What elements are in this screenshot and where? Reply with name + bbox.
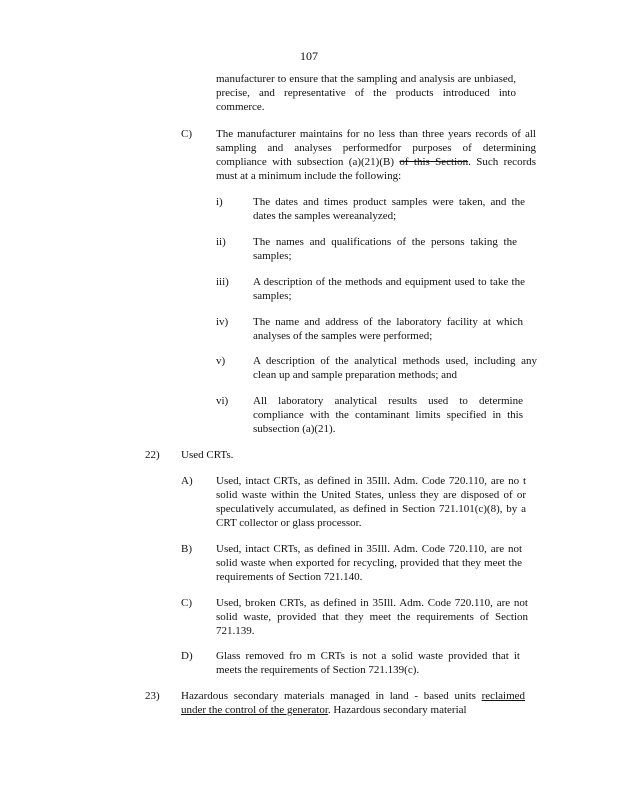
item-22-a-label: A) <box>181 475 193 487</box>
intro-paragraph: manufacturer to ensure that the sampling and analysis are unbiased, precise, and representative of the products introduced into commerce. <box>216 73 516 113</box>
item-23-label: 23) <box>145 690 160 702</box>
item-22-label: 22) <box>145 449 160 461</box>
sub-item-text: The name and address of the laboratory facility at which analyses of the samples were performed; <box>253 316 523 342</box>
sub-item-text: The names and qualifications of the persons taking the samples; <box>253 236 517 262</box>
page-number: 107 <box>300 49 318 63</box>
item-c-text-after: . Such records must at a minimum include the following: <box>216 156 537 182</box>
item-22-b-text: Used, intact CRTs, as defined in 35Ill. Adm. Code 720.110, are not solid waste when exported for recycling, provided that they meet the requirements of Section 721.140. <box>216 543 522 583</box>
item-23-text-after: . Hazardous secondary material <box>327 704 467 716</box>
sub-item-text: The dates and times product samples were taken, and the dates the samples wereanalyzed; <box>253 196 525 222</box>
sub-item-label: vi) <box>216 395 229 407</box>
sub-item-label: v) <box>216 355 226 367</box>
item-22-d-label: D) <box>181 650 193 662</box>
sub-item-text: All laboratory analytical results used to determine compliance with the contaminant limits specified in this subsection (a)(21). <box>253 395 523 435</box>
item-22-c-text: Used, broken CRTs, as defined in 35Ill. Adm. Code 720.110, are not solid waste, provided that they meet the requirements of Section 721.139. <box>216 597 528 637</box>
item-c-struck-text: of this Section <box>399 156 469 168</box>
item-22-c-label: C) <box>181 597 192 609</box>
item-23-paragraph <box>181 689 525 717</box>
item-22-d-text: Glass removed fro m CRTs is not a solid waste provided that it meets the requirements of Section 721.139(c). <box>216 650 520 676</box>
item-22-b-label: B) <box>181 543 192 555</box>
sub-item-label: iii) <box>216 276 229 288</box>
sub-item-label: iv) <box>216 316 229 328</box>
item-c-text-before: The manufacturer maintains for no less than three years records of all sampling and analyses performedfor purposes of determining compliance with subsection (a)(21)(B) <box>216 128 536 168</box>
sub-item-text: A description of the methods and equipment used to take the samples; <box>253 276 525 302</box>
item-22-title: Used CRTs. <box>181 449 234 461</box>
sub-item-text: A description of the analytical methods used, including any clean up and sample preparation methods; and <box>253 355 537 381</box>
item-23-text-before: Hazardous secondary materials managed in land - based units <box>181 690 476 702</box>
item-c-paragraph <box>216 127 536 183</box>
sub-item-label: ii) <box>216 236 226 248</box>
sub-item-label: i) <box>216 196 223 208</box>
item-c-label: C) <box>181 128 192 140</box>
item-22-a-text: Used, intact CRTs, as defined in 35Ill. Adm. Code 720.110, are no t solid waste within the United States, unless they are disposed of or speculatively accumulated, as defined in Section 721.101(c)(8), by a CRT collector or glass processor. <box>216 475 526 529</box>
item-23-underlined-text: reclaimed under the control of the generator <box>181 690 526 716</box>
